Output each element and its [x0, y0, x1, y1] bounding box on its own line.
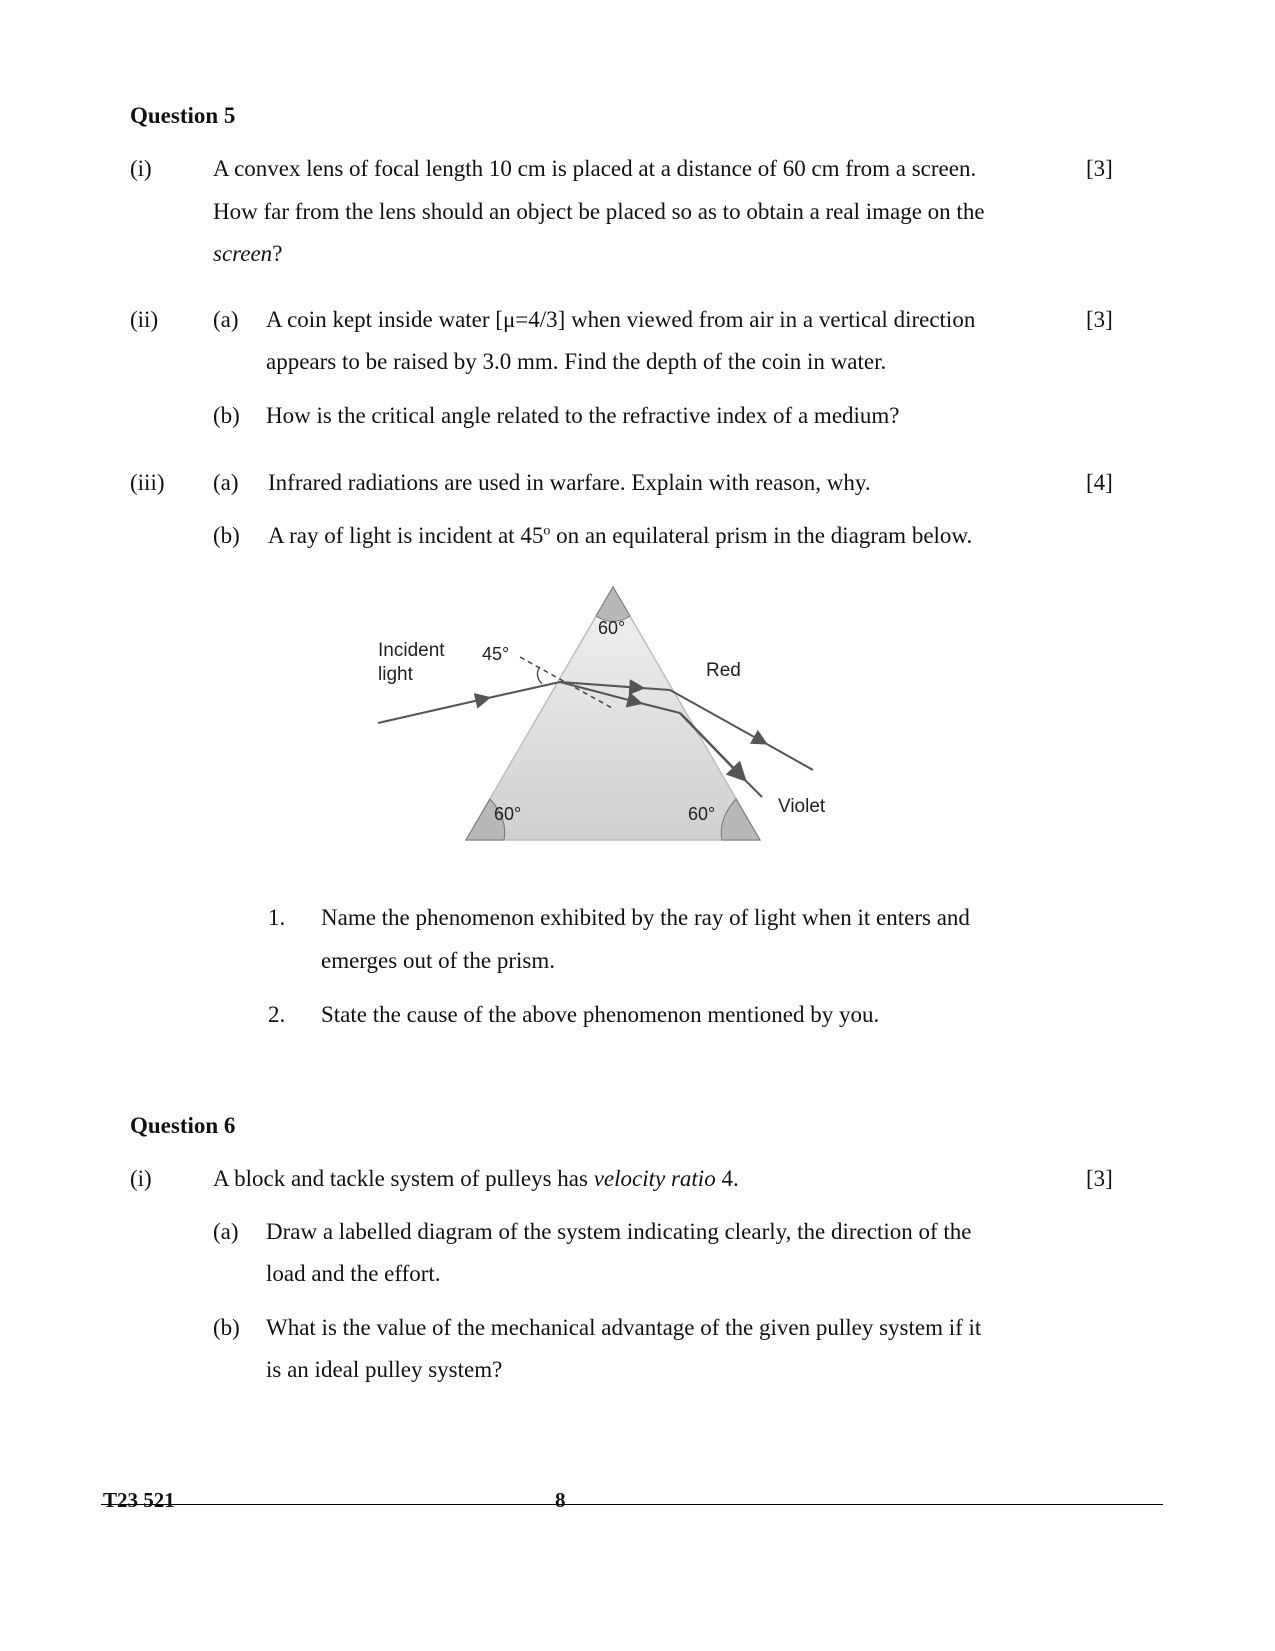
q5-sub2-number: 2.: [268, 1002, 286, 1027]
q6-part-i-text-post: 4.: [715, 1166, 739, 1191]
question-5-heading: Question 5: [130, 103, 236, 128]
red-label: Red: [706, 660, 741, 681]
q6-part-i-marks: [3]: [1086, 1166, 1113, 1191]
q6-a-line1: Draw a labelled diagram of the system indicating clearly, the direction of the: [266, 1219, 972, 1244]
q5-part-ii-marks: [3]: [1086, 307, 1113, 332]
footer-paper-code: T23 521: [103, 1488, 175, 1512]
q5-part-iii-marks: [4]: [1086, 470, 1113, 495]
q6-part-i-text-pre: A block and tackle system of pulleys has: [213, 1166, 594, 1191]
q5-part-i-line3: [213, 241, 282, 267]
q5-part-iii-b-text-pre: A ray of light is incident at 45: [268, 523, 544, 548]
q5-part-iii-b-text-post: on an equilateral prism in the diagram below.: [550, 523, 973, 548]
footer-rule: [101, 1504, 1163, 1505]
q5-part-i-marks: [3]: [1086, 156, 1113, 181]
q6-part-i-number: (i): [130, 1166, 152, 1191]
red-ray-emergent-2: [765, 743, 813, 770]
q5-sub1-line1: Name the phenomenon exhibited by the ray of light when it enters and: [321, 905, 970, 930]
q6-b-label: (b): [213, 1315, 240, 1340]
q5-part-iii-b-label: (b): [213, 523, 240, 548]
q6-b-line2: is an ideal pulley system?: [266, 1357, 503, 1382]
q5-part-i-question-mark: ?: [272, 241, 283, 266]
q5-part-i-number: (i): [130, 156, 152, 181]
q5-sub1-line2: emerges out of the prism.: [321, 948, 555, 973]
incidence-angle-arc: [537, 667, 542, 684]
q5-part-ii-a-label: (a): [213, 307, 239, 332]
footer-page-number: 8: [555, 1488, 566, 1512]
q6-part-i-velocity-ratio: velocity ratio: [593, 1166, 716, 1191]
q5-part-ii-a-line2: appears to be raised by 3.0 mm. Find the depth of the coin in water.: [266, 349, 887, 374]
q5-part-i-line2: How far from the lens should an object be placed so as to obtain a real image on the: [213, 199, 985, 224]
incident-light-label-2: light: [378, 664, 413, 685]
q5-part-iii-a-label: (a): [213, 470, 239, 495]
q5-part-ii-b-line1: How is the critical angle related to the refractive index of a medium?: [266, 403, 900, 428]
q6-part-i-line1: [213, 1166, 739, 1192]
violet-label: Violet: [778, 796, 826, 817]
q5-part-iii-number: (iii): [130, 470, 165, 495]
q5-part-ii-number: (ii): [130, 307, 159, 332]
incident-light-label-1: Incident: [378, 640, 445, 661]
q5-part-iii-b-degree-sup: o: [543, 523, 551, 539]
apex-angle-arc: [596, 587, 630, 622]
q5-part-iii-b-line1: [268, 523, 972, 549]
q6-a-label: (a): [213, 1219, 239, 1244]
incidence-angle-label: 45°: [482, 644, 510, 664]
violet-ray-emergent-2: [744, 779, 762, 797]
prism-dispersion-diagram: [370, 575, 840, 845]
q5-part-ii-b-label: (b): [213, 403, 240, 428]
q5-part-ii-a-line1: A coin kept inside water [μ=4/3] when viewed from air in a vertical direction: [266, 307, 976, 332]
q6-a-line2: load and the effort.: [266, 1261, 441, 1286]
incident-ray: [378, 698, 488, 723]
apex-angle-label: 60°: [598, 618, 626, 638]
right-angle-label: 60°: [688, 804, 716, 824]
q5-sub1-number: 1.: [268, 905, 286, 930]
q5-part-iii-a-line1: Infrared radiations are used in warfare. Explain with reason, why.: [268, 470, 871, 495]
q5-part-i-screen-word: screen: [213, 241, 273, 266]
question-6-heading: Question 6: [130, 1113, 236, 1138]
left-angle-label: 60°: [494, 804, 522, 824]
q5-sub2-line1: State the cause of the above phenomenon mentioned by you.: [321, 1002, 880, 1027]
q6-b-line1: What is the value of the mechanical advantage of the given pulley system if it: [266, 1315, 982, 1340]
q5-part-i-line1: A convex lens of focal length 10 cm is placed at a distance of 60 cm from a screen.: [213, 156, 977, 181]
